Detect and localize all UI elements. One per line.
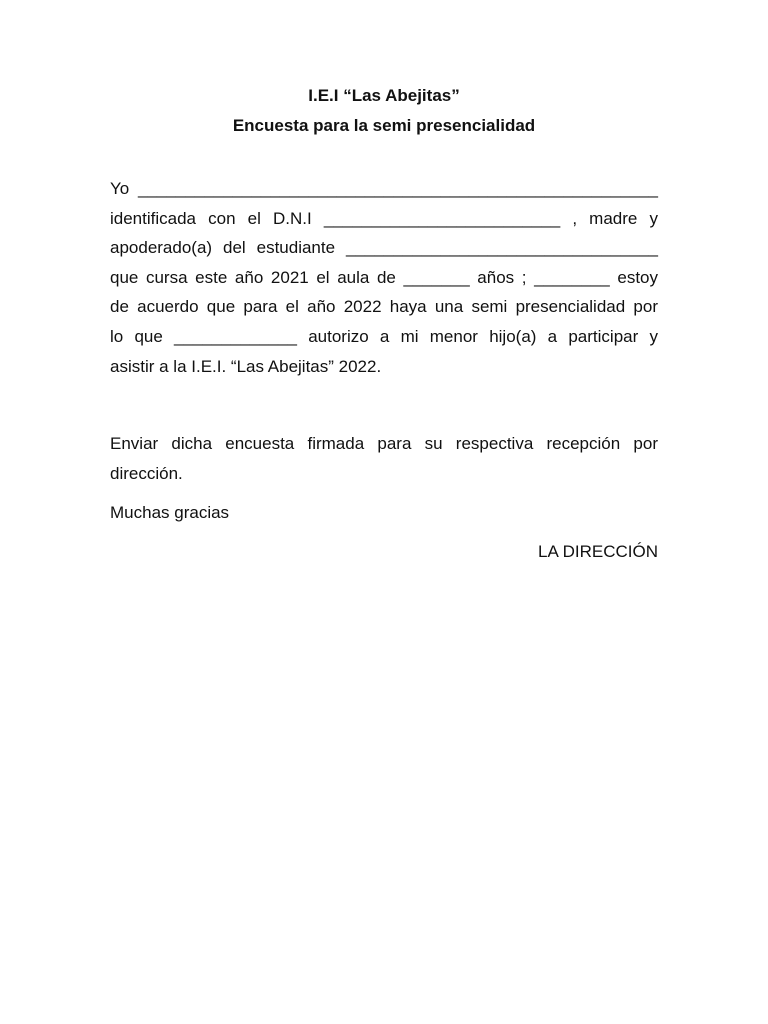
institution-title: I.E.I “Las Abejitas” [308,86,460,105]
paragraph-line: lo que _____________ autorizo a mi menor hijo(a) a participar y [110,326,658,346]
paragraph-line: Enviar dicha encuesta firmada para su respectiva recepción por [110,434,658,453]
paragraph-line: de acuerdo que para el año 2022 haya una semi presencialidad por [110,297,658,317]
paragraph-line: identificada con el D.N.I _________________________ , madre y [110,208,658,228]
paragraph-line: que cursa este año 2021 el aula de _______ años ; ________ estoy [110,267,658,287]
paragraph-line: Yo _______________________________________________________ [110,179,658,198]
survey-subtitle: Encuesta para la semi presencialidad [232,116,536,135]
paragraph-line: dirección. [110,463,183,483]
signature-text: LA DIRECCIÓN [538,542,658,561]
instructions-paragraph [110,429,658,488]
paragraph-line: apoderado(a) del estudiante _________________________________ [110,238,658,258]
paragraph-line: asistir a la I.E.I. “Las Abejitas” 2022. [110,356,382,376]
thanks-text: Muchas gracias [110,503,230,522]
authorization-paragraph [110,174,658,381]
